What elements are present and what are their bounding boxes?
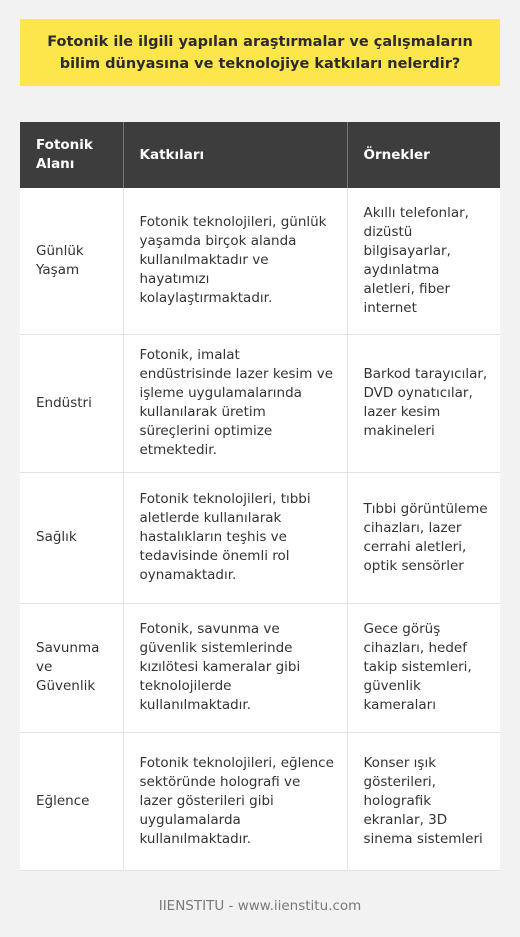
table-header <box>20 122 500 188</box>
header-area: Fotonik Alanı <box>20 122 123 188</box>
cell-area: Endüstri <box>20 334 123 472</box>
cell-area: Eğlence <box>20 732 123 870</box>
cell-examples: Gece görüş cihazları, hedef takip sistemleri, güvenlik kameraları <box>347 603 500 732</box>
cell-contribution: Fotonik teknolojileri, günlük yaşamda birçok alanda kullanılmaktadır ve hayatımızı kolaylaştırmaktadır. <box>123 188 347 334</box>
cell-area: Savunma ve Güvenlik <box>20 603 123 732</box>
page-title: Fotonik ile ilgili yapılan araştırmalar ve çalışmaların bilim dünyasına ve teknolojiye katkıları nelerdir? <box>20 19 500 86</box>
footer-credit: IIENSTITU - www.iienstitu.com <box>158 898 362 914</box>
table-body <box>20 188 500 870</box>
cell-area: Günlük Yaşam <box>20 188 123 334</box>
cell-contribution: Fotonik, imalat endüstrisinde lazer kesim ve işleme uygulamalarında kullanılarak üretim süreçlerini optimize etmektedir. <box>123 334 347 472</box>
table-row <box>20 188 500 334</box>
cell-contribution: Fotonik teknolojileri, tıbbi aletlerde kullanılarak hastalıkların teşhis ve tedavisinde önemli rol oynamaktadır. <box>123 472 347 603</box>
cell-examples: Konser ışık gösterileri, holografik ekranlar, 3D sinema sistemleri <box>347 732 500 870</box>
table-row <box>20 472 500 603</box>
table-row <box>20 334 500 472</box>
cell-examples: Tıbbi görüntüleme cihazları, lazer cerrahi aletleri, optik sensörler <box>347 472 500 603</box>
table-row <box>20 732 500 870</box>
cell-contribution: Fotonik, savunma ve güvenlik sistemlerinde kızılötesi kameralar gibi teknolojilerde kullanılmaktadır. <box>123 603 347 732</box>
photonics-table <box>20 122 500 871</box>
cell-examples: Barkod tarayıcılar, DVD oynatıcılar, lazer kesim makineleri <box>347 334 500 472</box>
header-contribution: Katkıları <box>123 122 347 188</box>
header-examples: Örnekler <box>347 122 500 188</box>
cell-contribution: Fotonik teknolojileri, eğlence sektöründe holografi ve lazer gösterileri gibi uygulamalarda kullanılmaktadır. <box>123 732 347 870</box>
header-row <box>20 122 500 188</box>
cell-area: Sağlık <box>20 472 123 603</box>
table-row <box>20 603 500 732</box>
cell-examples: Akıllı telefonlar, dizüstü bilgisayarlar, aydınlatma aletleri, fiber internet <box>347 188 500 334</box>
